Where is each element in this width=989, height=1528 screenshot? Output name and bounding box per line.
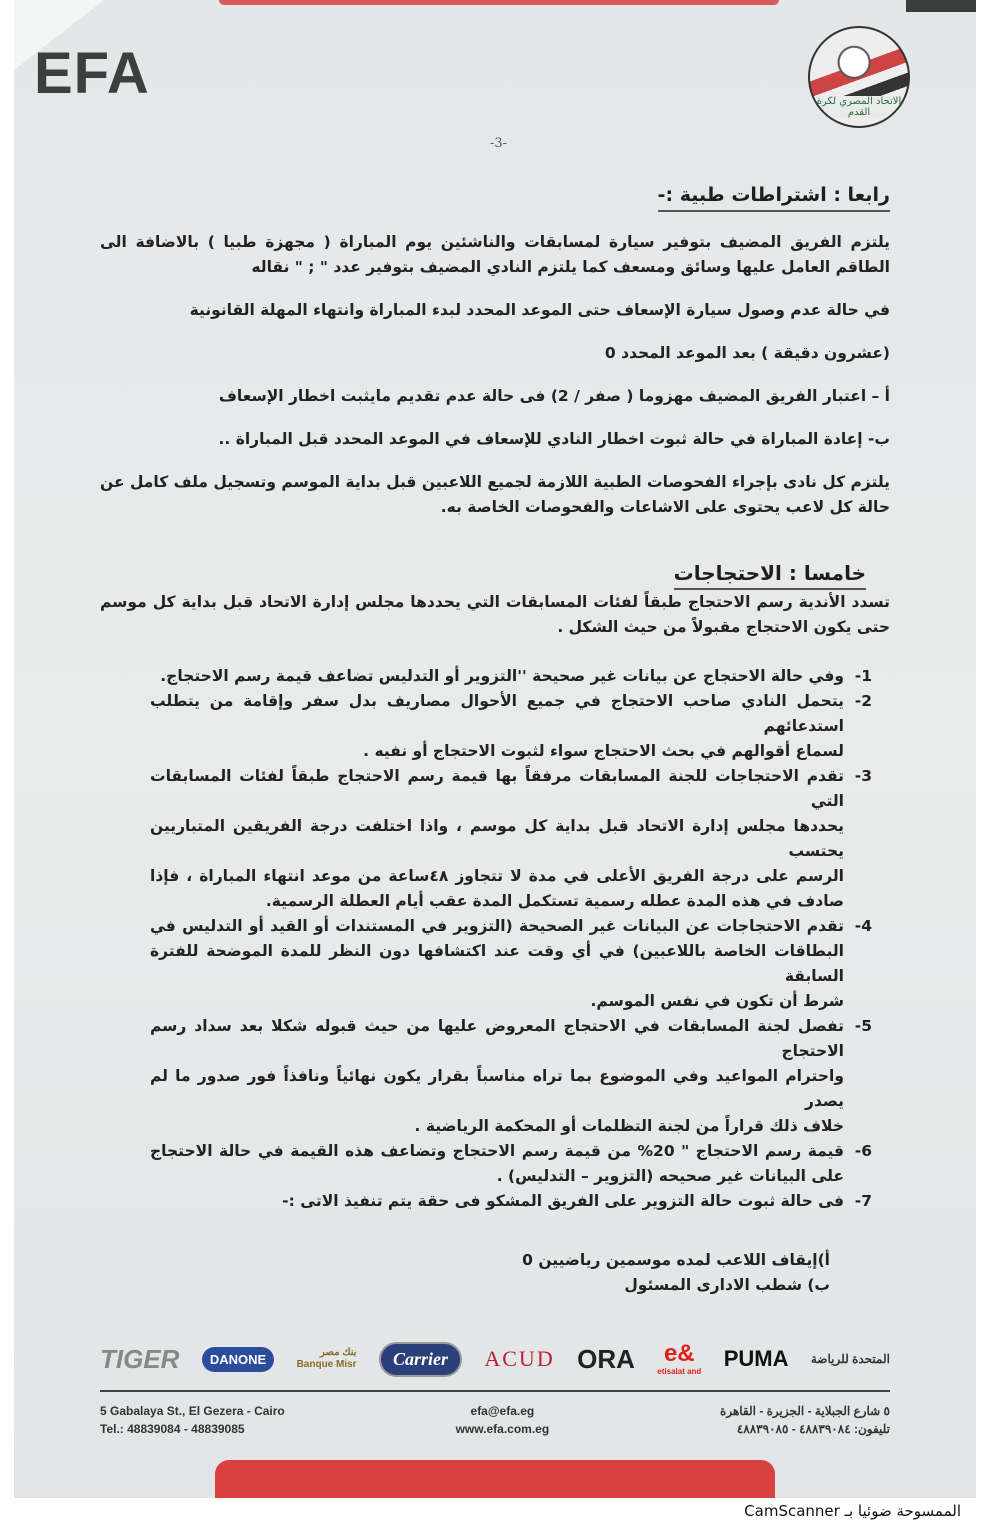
text-line: حتى يكون الاحتجاج مقبولاً من حيث الشكل . — [557, 618, 890, 636]
sub-items — [100, 1248, 890, 1298]
list-item-line: وفي حالة الاحتجاج عن بيانات غير صحيحة ''التزوير أو التدليس تضاعف قيمة رسم الاحتجاج. — [160, 667, 844, 685]
sponsor-logos — [100, 1334, 890, 1384]
list-item-line: البطاقات الخاصة باللاعبين) في أي وقت عند اكتشافها دون النظر للمدة الموضحة للفترة السابقة — [150, 942, 844, 985]
sponsor-logo-banque-misr: بنك مصر Banque Misr — [296, 1347, 357, 1370]
list-item-line: شرط أن تكون في نفس الموسم. — [590, 992, 844, 1010]
sponsor-logo-acud: ACUD — [484, 1346, 555, 1371]
text-line: يلتزم كل نادى بإجراء الفحوصات الطبية اللازمة لجميع اللاعبين قبل بداية الموسم وتسجيل ملف كامل عن — [100, 473, 890, 491]
item-number: 6- — [854, 1142, 872, 1160]
item-text — [150, 664, 844, 689]
list-item — [150, 689, 872, 764]
efa-logo: EFA — [34, 41, 150, 106]
sponsor-logo-united-sports: المتحدة للرياضة — [810, 1352, 890, 1366]
sponsor-logo-etisalat: etisalat and — [657, 1367, 702, 1376]
item-text — [150, 1189, 844, 1214]
sponsor-logo-ora: ORA — [577, 1343, 635, 1374]
etisalat-e-icon: e& — [663, 1340, 695, 1367]
text-line: (عشرون دقيقة ) بعد الموعد المحدد 0 — [604, 344, 890, 362]
list-item-line: تفصل لجنة المسابقات في الاحتجاج المعروض عليها من حيث قبوله شكلا بعد سداد رسم الاحتجاج — [150, 1017, 844, 1060]
list-item-line: قيمة رسم الاحتجاج " 20% من قيمة رسم الاحتجاج وتضاعف هذه القيمة في حالة الاحتجاج — [150, 1142, 844, 1160]
item-text — [150, 914, 844, 1014]
item-number: 7- — [854, 1192, 872, 1210]
text-line: أ – اعتبار الفريق المضيف مهزوما ( صفر / 2) فى حالة عدم تقديم مايثبت اخطار الإسعاف — [218, 387, 890, 405]
section-medical — [100, 182, 890, 520]
list-item — [150, 1139, 872, 1189]
document-body — [14, 0, 976, 1498]
efa-crest-logo: الاتحاد المصري لكرة القدم — [808, 26, 910, 128]
list-item-line: يتحمل النادي صاحب الاحتجاج في جميع الأحوال مصاريف بدل سفر وإقامة من يتطلب استدعائهم — [150, 692, 844, 735]
section-protests — [100, 560, 890, 1298]
list-item-line: فى حالة ثبوت حالة التزوير على الفريق المشكو فى حقة يتم تنفيذ الاتى :- — [282, 1192, 844, 1210]
item-number: 4- — [854, 917, 872, 935]
section-heading-medical: رابعا : اشتراطات طبية :- — [658, 182, 890, 212]
list-item-line: تقدم الاحتجاجات عن البيانات غير الصحيحة (التزوير في المستندات أو القيد أو التدليس في — [150, 917, 844, 935]
protest-rules-list — [100, 664, 890, 1214]
text-line: في حالة عدم وصول سيارة الإسعاف حتى الموعد المحدد لبدء المباراة وانتهاء المهلة القانونية — [189, 301, 890, 319]
bottom-red-band — [215, 1460, 775, 1498]
text-line: الطاقم العامل عليها وسائق ومسعف كما يلتزم النادي المضيف بتوفير عدد " ; " نقاله — [251, 258, 890, 276]
item-text — [150, 1139, 844, 1189]
list-item — [150, 1189, 872, 1214]
list-item — [150, 1014, 872, 1139]
list-item-line: واحترام المواعيد وفي الموضوع بما تراه مناسباً بقرار يكون نهائياً ونافذاً فور صدور ما لم يصدر — [150, 1067, 844, 1110]
section-heading-protests: خامسا : الاحتجاجات — [674, 560, 866, 590]
sponsor-logo-carrier: Carrier — [379, 1342, 462, 1377]
text-line: حالة كل لاعب يحتوى على الاشاعات والفحوصات الخاصة به. — [440, 498, 890, 516]
sub-item: أ)إيقاف اللاعب لمده موسمين رياضيين 0 — [522, 1251, 830, 1269]
document-page — [14, 0, 976, 1498]
footer-email: efa@efa.eg — [470, 1404, 535, 1418]
text-line: ب- إعادة المباراة في حالة ثبوت اخطار النادي للإسعاف في الموعد المحدد قبل المباراة .. — [218, 430, 890, 448]
list-item-line: خلاف ذلك قراراً من لجنة التظلمات أو المحكمة الرياضية . — [414, 1117, 844, 1135]
item-number: 3- — [854, 767, 872, 785]
list-item-line: تقدم الاحتجاجات للجنة المسابقات مرفقاً بها قيمة رسم الاحتجاج طبقاً لفئات المسابقات التي — [150, 767, 844, 810]
list-item-line: لسماع أقوالهم في بحث الاحتجاج سواء لثبوت الاحتجاج أو نفيه . — [363, 742, 844, 760]
sponsor-logo-puma: PUMA — [723, 1346, 789, 1371]
page-number: -3- — [490, 136, 508, 151]
footer-address-en: 5 Gabalaya St., El Gezera - Cairo Tel.: 48839084 - 48839085 — [100, 1404, 285, 1436]
footer-website: www.efa.com.eg — [455, 1422, 550, 1436]
list-item — [150, 764, 872, 914]
list-item-line: يحددها مجلس إدارة الاتحاد قبل بداية كل موسم ، واذا اختلفت درجة الفريقين المتباريين يحتسب — [150, 817, 844, 860]
item-number: 1- — [854, 667, 872, 685]
list-item-line: صادف في هذه المدة عطله رسمية تستكمل المدة عقب أيام العطلة الرسمية. — [265, 892, 844, 910]
list-item — [150, 914, 872, 1014]
list-item-line: على البيانات غير صحيحه (التزوير – التدليس) . — [496, 1167, 844, 1185]
list-item — [150, 664, 872, 689]
item-number: 5- — [854, 1017, 872, 1035]
sponsor-logo-danone: DANONE — [202, 1347, 274, 1372]
sub-item: ب) شطب الادارى المسئول — [624, 1276, 830, 1294]
footer-contact — [456, 1402, 550, 1438]
item-text — [150, 1014, 844, 1139]
item-number: 2- — [854, 692, 872, 710]
item-text — [150, 764, 844, 914]
sponsor-logo-tiger: TIGER — [100, 1343, 180, 1374]
footer-divider — [100, 1390, 890, 1392]
footer-address-ar: ٥ شارع الجبلاية - الجزيرة - القاهرة تليفون: ٤٨٨٣٩٠٨٤ - ٤٨٨٣٩٠٨٥ — [720, 1404, 890, 1436]
item-text — [150, 689, 844, 764]
text-line: تسدد الأندية رسم الاحتجاج طبقاً لفئات المسابقات التي يحددها مجلس إدارة الاتحاد قبل بداية كل موسم — [100, 593, 890, 611]
camscanner-watermark: الممسوحة ضوئيا بـ CamScanner — [744, 1502, 961, 1520]
sponsor-logo-etisalat-group — [657, 1341, 701, 1377]
text-line: يلتزم الفريق المضيف بتوفير سيارة لمسابقات والناشئين يوم المباراة ( مجهزة طبيا ) بالاضافة الى — [100, 233, 890, 251]
list-item-line: الرسم على درجة الفريق الأعلى في مدة لا تتجاوز ٤٨ساعة من موعد انتهاء المباراة ، فإذا — [150, 867, 844, 885]
